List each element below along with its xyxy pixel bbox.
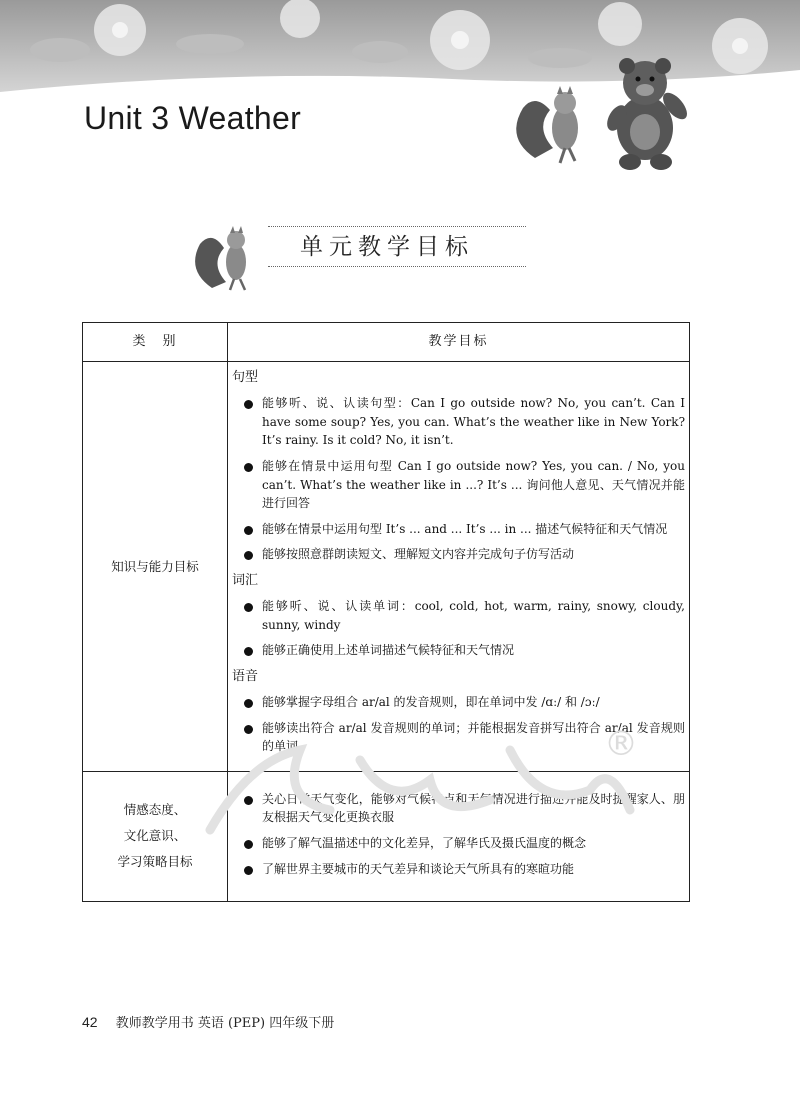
column-header-category: 类 别 <box>83 323 228 362</box>
bullet-icon <box>244 526 253 535</box>
category-attitude-culture-strategy <box>83 771 228 901</box>
category-line: 情感态度、 <box>123 802 187 818</box>
squirrel-icon <box>516 86 578 163</box>
bullet-icon <box>244 400 253 409</box>
title-dotted-line-top <box>268 226 526 227</box>
goal-list <box>232 394 685 564</box>
squirrel-and-bear-illustration <box>505 48 705 178</box>
list-item <box>232 545 685 564</box>
page-number: 42 <box>82 1014 98 1030</box>
bullet-icon <box>244 699 253 708</box>
list-item <box>232 394 685 450</box>
title-dotted-line-bottom <box>268 266 526 267</box>
group-heading-vocabulary: 词汇 <box>232 572 259 588</box>
page-footer <box>82 1012 334 1031</box>
table-row <box>83 771 690 901</box>
bullet-icon <box>244 603 253 612</box>
goal-text: 能够了解气温描述中的文化差异，了解华氏及摄氏温度的概念 <box>262 835 587 850</box>
goals-cell <box>228 771 690 901</box>
goal-list <box>232 597 685 660</box>
category-knowledge-ability: 知识与能力目标 <box>83 362 228 772</box>
bullet-icon <box>244 463 253 472</box>
goal-text: 关心日常天气变化，能够对气候特点和天气情况进行描述并能及时提醒家人、朋友根据天气变化更换衣服 <box>262 791 685 825</box>
list-item <box>232 790 685 827</box>
list-item <box>232 693 685 712</box>
list-item <box>232 520 685 539</box>
goal-text: 能够读出符合 ar/al 发音规则的单词；并能根据发音拼写出符合 ar/al 发音规则的单词 <box>262 720 685 754</box>
unit-title: Unit 3 Weather <box>84 100 302 136</box>
goal-text: 能够听、说、认读句型：Can I go outside now? No, you can’t. Can I have some soup? Yes, you can. What’s the weather like in New York? It’s rainy. Is it cold? No, it isn’t. <box>262 396 685 448</box>
table-row <box>83 362 690 772</box>
bullet-icon <box>244 725 253 734</box>
goal-text: 能够按照意群朗读短文、理解短文内容并完成句子仿写活动 <box>262 547 575 562</box>
goal-text: 能够听、说、认读单词：cool, cold, hot, warm, rainy, snowy, cloudy, sunny, windy <box>262 599 685 632</box>
goal-text: 能够掌握字母组合 ar/al 的发音规则，即在单词中发 /ɑː/ 和 /ɔː/ <box>262 694 600 709</box>
goal-text: 了解世界主要城市的天气差异和谈论天气所具有的寒暄功能 <box>262 861 575 876</box>
bear-icon <box>603 58 691 170</box>
list-item <box>232 641 685 660</box>
category-line: 文化意识、 <box>123 828 187 844</box>
goal-text: 能够正确使用上述单词描述气候特征和天气情况 <box>262 643 515 658</box>
bullet-icon <box>244 840 253 849</box>
bullet-icon <box>244 796 253 805</box>
group-heading-sentence-patterns: 句型 <box>232 370 259 385</box>
teaching-goals-table <box>82 322 690 902</box>
list-item <box>232 860 685 879</box>
goal-list <box>232 790 685 878</box>
section-title: 单元教学目标 <box>300 234 474 260</box>
goal-text: 能够在情景中运用句型 It’s ... and ... It’s ... in ... 描述气候特征和天气情况 <box>262 521 668 536</box>
bullet-icon <box>244 866 253 875</box>
bullet-icon <box>244 647 253 656</box>
goals-cell <box>228 362 690 772</box>
group-heading-phonics: 语音 <box>232 668 259 684</box>
list-item <box>232 834 685 853</box>
list-item <box>232 597 685 634</box>
table-header-row <box>83 323 690 362</box>
book-title: 教师教学用书 英语 (PEP) 四年级下册 <box>115 1016 335 1031</box>
goal-text: 能够在情景中运用句型 Can I go outside now? Yes, you can. / No, you can’t. What’s the weather like in ...? It’s ... 询问他人意见、天气情况并能进行回答 <box>262 458 685 511</box>
bullet-icon <box>244 551 253 560</box>
column-header-goals: 教学目标 <box>228 323 690 362</box>
category-line: 学习策略目标 <box>117 854 193 870</box>
list-item <box>232 457 685 513</box>
registered-mark: ® <box>604 724 638 764</box>
